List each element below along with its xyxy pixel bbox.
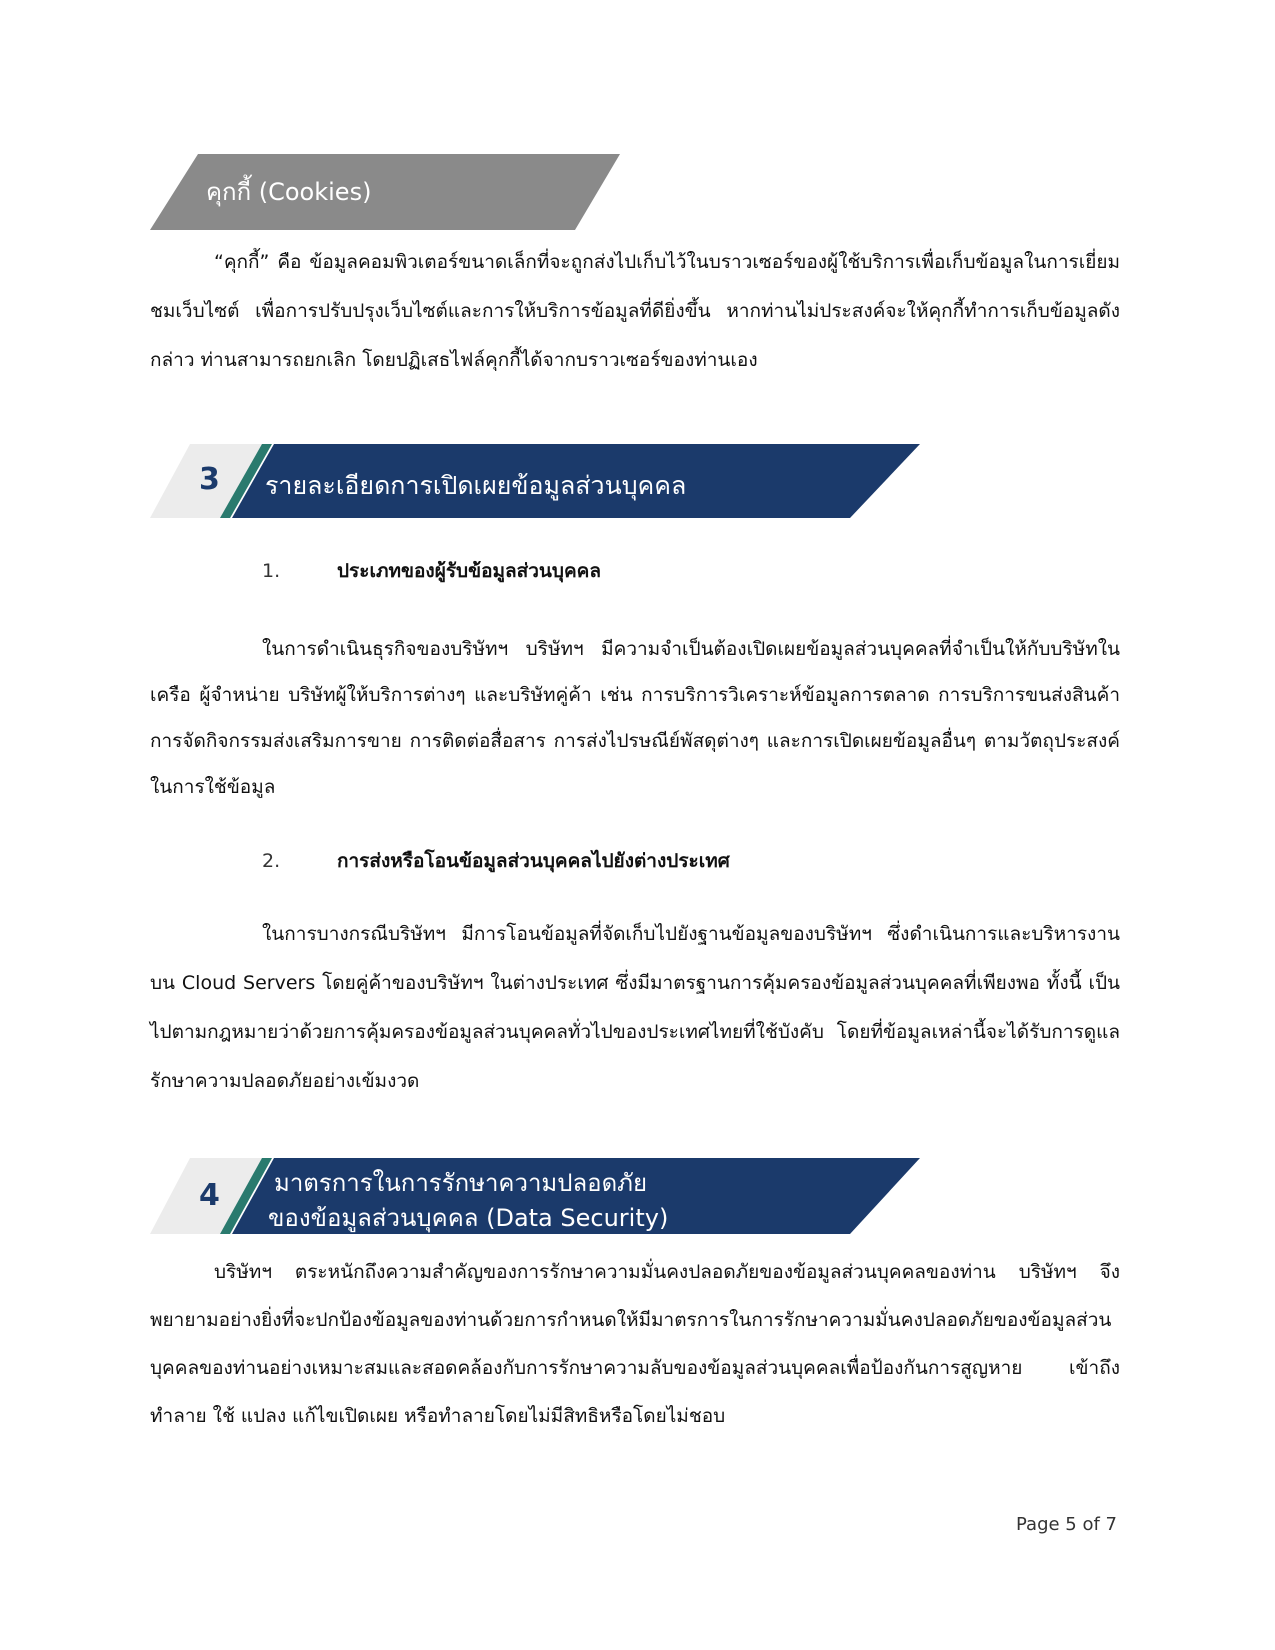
cookies-paragraph: “คุกกี้” คือ ข้อมูลคอมพิวเตอร์ขนาดเล็กที่จะถูกส่งไปเก็บไว้ในบราวเซอร์ของผู้ใช้บริการเพื่อเก็บข้อมูลในการเยี่ยมชมเว็บไซต์ เพื่อการปรับปรุงเว็บไซต์และการให้บริการข้อมูลที่ดียิ่งขึ้น หากท่านไม่ประสงค์จะให้คุกกี้ทำการเก็บข้อมูลดังกล่าว ท่านสามารถยกเลิก โดยปฏิเสธไฟล์คุกกี้ได้จากบราวเซอร์ของท่านเอง (150, 251, 1120, 371)
page-number: Page 5 of 7 (1016, 1514, 1117, 1535)
section3-item-1-heading (262, 556, 601, 586)
section3-item-2-title: การส่งหรือโอนข้อมูลส่วนบุคคลไปยังต่างประเทศ (337, 850, 730, 872)
cookies-title: คุกกี้ (Cookies) (206, 178, 372, 206)
section3-title: รายละเอียดการเปิดเผยข้อมูลส่วนบุคคล (265, 471, 687, 500)
section3-item-2-heading (262, 846, 730, 876)
section4-title-line2: ของข้อมูลส่วนบุคคล (Data Security) (268, 1204, 669, 1232)
section3-number: 3 (199, 462, 220, 497)
section3-item-1-paragraph: ในการดำเนินธุรกิจของบริษัทฯ บริษัทฯ มีความจำเป็นต้องเปิดเผยข้อมูลส่วนบุคคลที่จำเป็นให้กับบริษัทในเครือ ผู้จำหน่าย บริษัทผู้ให้บริการต่างๆ และบริษัทคู่ค้า เช่น การบริการวิเคราะห์ข้อมูลการตลาด การบริการขนส่งสินค้า การจัดกิจกรรมส่งเสริมการขาย การติดต่อสื่อสาร การส่งไปรษณีย์พัสดุต่างๆ และการเปิดเผยข้อมูลอื่นๆ ตามวัตถุประสงค์ในการใช้ข้อมูล (150, 638, 1120, 798)
section4-number: 4 (199, 1178, 220, 1213)
section3-item-2-number: 2. (262, 850, 281, 872)
section3-item-2-paragraph: ในการบางกรณีบริษัทฯ มีการโอนข้อมูลที่จัดเก็บไปยังฐานข้อมูลของบริษัทฯ ซึ่งดำเนินการและบริหารงานบน Cloud Servers โดยคู่ค้าของบริษัทฯ ในต่างประเทศ ซึ่งมีมาตรฐานการคุ้มครองข้อมูลส่วนบุคคลที่เพียงพอ ทั้งนี้ เป็นไปตามกฎหมายว่าด้วยการคุ้มครองข้อมูลส่วนบุคคลทั่วไปของประเทศไทยที่ใช้บังคับ โดยที่ข้อมูลเหล่านี้จะได้รับการดูแลรักษาความปลอดภัยอย่างเข้มงวด (150, 923, 1120, 1092)
section4-paragraph: บริษัทฯ ตระหนักถึงความสำคัญของการรักษาความมั่นคงปลอดภัยของข้อมูลส่วนบุคคลของท่าน บริษัทฯ จึงพยายามอย่างยิ่งที่จะปกป้องข้อมูลของท่านด้วยการกำหนดให้มีมาตรการในการรักษาความมั่นคงปลอดภัยของข้อมูลส่วนบุคคลของท่านอย่างเหมาะสมและสอดคล้องกับการรักษาความลับของข้อมูลส่วนบุคคลเพื่อป้องกันการสูญหาย เข้าถึง ทำลาย ใช้ แปลง แก้ไขเปิดเผย หรือทำลายโดยไม่มีสิทธิหรือโดยไม่ชอบ (150, 1261, 1120, 1427)
section3-item-1-number: 1. (262, 560, 281, 582)
section3-item-1-title: ประเภทของผู้รับข้อมูลส่วนบุคคล (337, 560, 602, 582)
section4-title-line1: มาตรการในการรักษาความปลอดภัย (274, 1169, 648, 1197)
